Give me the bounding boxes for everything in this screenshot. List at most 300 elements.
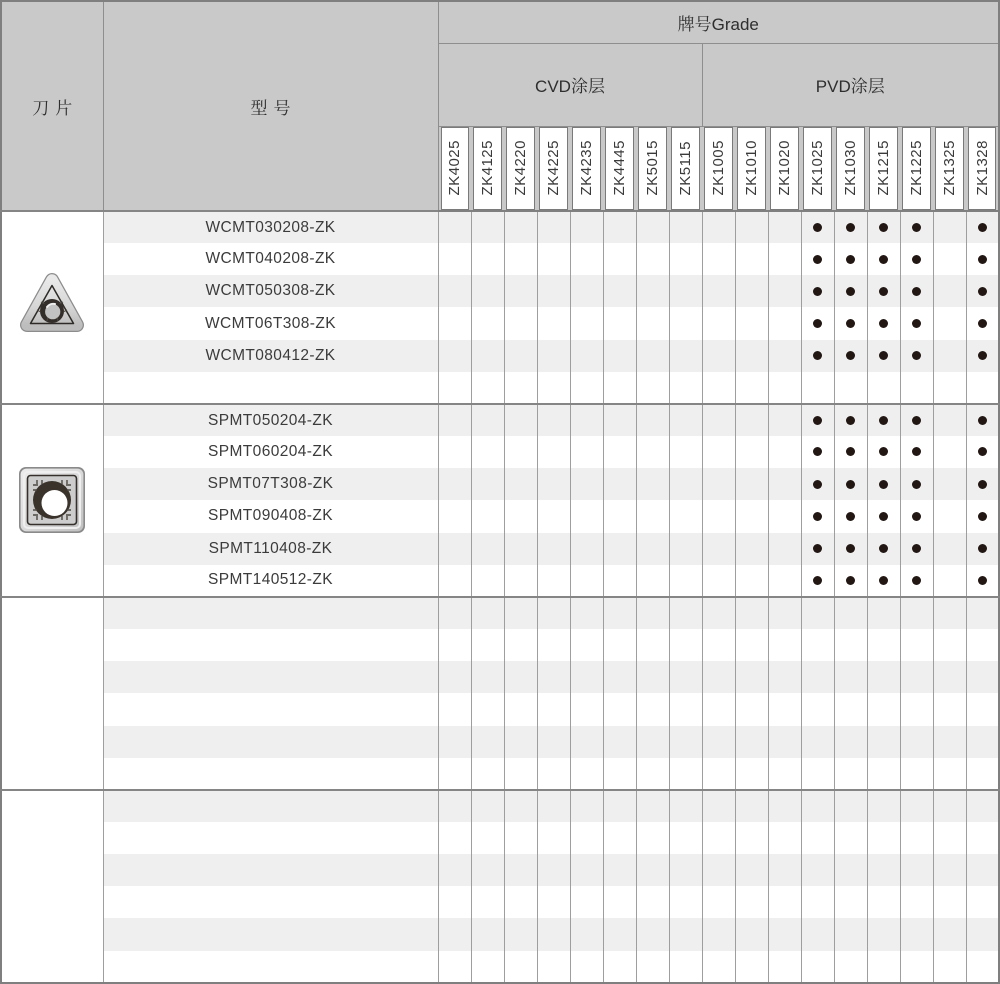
grade-dot	[912, 351, 921, 360]
grade-dot-cell	[636, 275, 669, 307]
grade-dot-cell	[537, 822, 570, 854]
grade-dot-cell	[570, 340, 603, 372]
grade-dot-cell	[801, 565, 834, 597]
grade-dot-cell	[867, 436, 900, 468]
grade-column-header	[471, 126, 504, 211]
grade-dot-cell	[900, 243, 933, 275]
grade-column-header	[603, 126, 636, 211]
grade-dot-cell	[867, 951, 900, 983]
grade-dot-cell	[438, 661, 471, 693]
grade-dot	[813, 416, 822, 425]
grade-dot-cell	[702, 533, 735, 565]
grade-column-header	[702, 126, 735, 211]
grade-dot-cell	[537, 629, 570, 661]
cvd-coating-header: CVD涂层	[438, 43, 702, 126]
grade-dot-cell	[933, 661, 966, 693]
grade-dot-cell	[669, 565, 702, 597]
grade-dot-cell	[867, 340, 900, 372]
grade-dot	[846, 416, 855, 425]
grade-dot-cell	[603, 629, 636, 661]
grade-dot-cell	[735, 436, 768, 468]
grade-dot-cell	[570, 468, 603, 500]
grade-column-header	[933, 126, 966, 211]
grade-dot	[813, 255, 822, 264]
grade-dot-cell	[438, 340, 471, 372]
grade-dot-cell	[966, 629, 999, 661]
grade-dot-cell	[603, 243, 636, 275]
grade-dot-cell	[801, 854, 834, 886]
grade-dot-cell	[537, 597, 570, 629]
grade-dot	[912, 544, 921, 553]
grade-column-label: ZK5115	[677, 141, 694, 196]
grade-dot	[879, 576, 888, 585]
grade-dot-cell	[438, 404, 471, 436]
grade-dot-cell	[768, 951, 801, 983]
grade-dot-cell	[669, 340, 702, 372]
grade-dot-cell	[768, 500, 801, 532]
grade-column-header	[438, 126, 471, 211]
model-cell: SPMT060204-ZK	[103, 436, 438, 468]
square-insert-icon	[13, 461, 91, 539]
grade-dot	[813, 351, 822, 360]
grade-dot-cell	[504, 468, 537, 500]
grade-dot	[912, 480, 921, 489]
grade-dot-cell	[504, 340, 537, 372]
grade-dot-cell	[966, 597, 999, 629]
grade-dot-cell	[471, 726, 504, 758]
grade-dot-cell	[900, 468, 933, 500]
grade-dot-cell	[900, 854, 933, 886]
grade-dot-cell	[504, 243, 537, 275]
grade-dot-cell	[735, 854, 768, 886]
grade-dot	[912, 447, 921, 456]
grade-dot-cell	[504, 565, 537, 597]
grade-dot-cell	[735, 372, 768, 404]
grade-dot-cell	[768, 243, 801, 275]
grade-dot-cell	[867, 822, 900, 854]
grade-dot-cell	[537, 436, 570, 468]
grade-dot-cell	[966, 790, 999, 822]
grade-dot-cell	[669, 758, 702, 790]
grade-dot-cell	[834, 918, 867, 950]
grade-dot-cell	[471, 243, 504, 275]
grade-dot-cell	[669, 661, 702, 693]
table-row	[1, 854, 999, 886]
grade-column-label: ZK5015	[644, 140, 661, 197]
grade-dot-cell	[603, 918, 636, 950]
grade-dot-cell	[438, 307, 471, 339]
grade-dot-cell	[603, 436, 636, 468]
grade-dot-cell	[966, 661, 999, 693]
grade-dot-cell	[504, 758, 537, 790]
grade-dot-cell	[570, 404, 603, 436]
grade-dot-cell	[735, 533, 768, 565]
grade-dot-cell	[933, 243, 966, 275]
grade-dot-cell	[702, 661, 735, 693]
grade-dot-cell	[834, 854, 867, 886]
grade-dot-cell	[537, 693, 570, 725]
grade-dot-cell	[900, 404, 933, 436]
grade-dot-cell	[735, 275, 768, 307]
grade-dot-cell	[768, 533, 801, 565]
grade-dot-cell	[603, 886, 636, 918]
grade-dot-cell	[438, 500, 471, 532]
grade-dot	[813, 223, 822, 232]
grade-dot-cell	[933, 275, 966, 307]
grade-dot-cell	[933, 790, 966, 822]
grade-dot-cell	[636, 436, 669, 468]
grade-dot-cell	[702, 436, 735, 468]
grade-dot-cell	[867, 211, 900, 243]
grade-dot-cell	[603, 404, 636, 436]
grade-dot-cell	[933, 886, 966, 918]
grade-dot-cell	[504, 500, 537, 532]
grade-dot-cell	[438, 275, 471, 307]
grade-dot-cell	[900, 307, 933, 339]
grade-dot-cell	[834, 565, 867, 597]
grade-dot-cell	[438, 758, 471, 790]
grade-dot-cell	[933, 918, 966, 950]
grade-dot-cell	[768, 918, 801, 950]
grade-dot-cell	[702, 500, 735, 532]
grade-dot-cell	[570, 372, 603, 404]
grade-dot-cell	[669, 822, 702, 854]
grade-dot	[912, 576, 921, 585]
grade-column-box	[737, 127, 766, 211]
grade-dot-cell	[801, 822, 834, 854]
grade-dot-cell	[801, 758, 834, 790]
grade-dot	[813, 319, 822, 328]
grade-dot-cell	[834, 533, 867, 565]
grade-dot-cell	[438, 372, 471, 404]
grade-column-header	[801, 126, 834, 211]
grade-dot-cell	[933, 436, 966, 468]
grade-dot-cell	[504, 693, 537, 725]
grade-dot-cell	[603, 468, 636, 500]
model-cell: SPMT140512-ZK	[103, 565, 438, 597]
grade-dot-cell	[537, 726, 570, 758]
grade-dot-cell	[471, 918, 504, 950]
grade-dot-cell	[570, 951, 603, 983]
grade-dot-cell	[702, 243, 735, 275]
grade-dot-cell	[669, 436, 702, 468]
grade-dot	[978, 255, 987, 264]
grade-dot-cell	[636, 372, 669, 404]
grade-dot-cell	[867, 693, 900, 725]
table-row	[1, 565, 999, 597]
grade-dot	[846, 447, 855, 456]
grade-dot-cell	[735, 500, 768, 532]
grade-dot-cell	[537, 275, 570, 307]
grade-column-header	[570, 126, 603, 211]
grade-dot-cell	[504, 436, 537, 468]
grade-dot	[912, 255, 921, 264]
grade-dot-cell	[966, 886, 999, 918]
grade-dot-cell	[702, 597, 735, 629]
model-column-header: 型号	[103, 1, 438, 211]
grade-dot-cell	[801, 533, 834, 565]
grade-dot-cell	[867, 918, 900, 950]
grade-dot-cell	[504, 951, 537, 983]
grade-dot-cell	[537, 307, 570, 339]
grade-dot-cell	[504, 404, 537, 436]
grade-dot-cell	[636, 565, 669, 597]
grade-dot-cell	[834, 822, 867, 854]
grade-dot-cell	[603, 822, 636, 854]
table-row	[1, 275, 999, 307]
model-cell	[103, 854, 438, 886]
grade-dot-cell	[702, 629, 735, 661]
grade-dot-cell	[834, 629, 867, 661]
grade-dot-cell	[471, 340, 504, 372]
grade-dot-cell	[636, 500, 669, 532]
table-body	[1, 211, 999, 983]
grade-dot-cell	[966, 243, 999, 275]
blade-image-cell	[1, 790, 103, 983]
grade-dot-cell	[669, 275, 702, 307]
model-cell: WCMT040208-ZK	[103, 243, 438, 275]
grade-dot-cell	[636, 951, 669, 983]
grade-column-label: ZK4445	[611, 140, 628, 197]
model-cell: SPMT110408-ZK	[103, 533, 438, 565]
grade-dot-cell	[438, 211, 471, 243]
grade-dot-cell	[966, 918, 999, 950]
grade-dot-cell	[636, 693, 669, 725]
grade-dot-cell	[900, 886, 933, 918]
grade-dot-cell	[702, 886, 735, 918]
grade-column-label: ZK1215	[875, 140, 892, 197]
grade-dot-cell	[900, 597, 933, 629]
grade-dot-cell	[900, 790, 933, 822]
grade-dot-cell	[900, 340, 933, 372]
grade-dot	[879, 319, 888, 328]
grade-dot-cell	[603, 597, 636, 629]
grade-dot-cell	[735, 693, 768, 725]
grade-dot-cell	[471, 275, 504, 307]
grade-dot-cell	[966, 468, 999, 500]
model-cell	[103, 758, 438, 790]
grade-dot-cell	[636, 758, 669, 790]
grade-dot-cell	[570, 275, 603, 307]
grade-dot-cell	[537, 565, 570, 597]
grade-dot-cell	[702, 565, 735, 597]
grade-dot-cell	[471, 372, 504, 404]
grade-dot-cell	[867, 533, 900, 565]
grade-column-label: ZK4235	[578, 140, 595, 197]
grade-dot-cell	[834, 886, 867, 918]
grade-dot-cell	[471, 822, 504, 854]
grade-dot-cell	[900, 565, 933, 597]
grade-dot-cell	[966, 307, 999, 339]
grade-dot	[846, 351, 855, 360]
grade-dot-cell	[504, 661, 537, 693]
grade-dot-cell	[438, 565, 471, 597]
grade-dot-cell	[900, 211, 933, 243]
grade-dot-cell	[801, 661, 834, 693]
grade-dot-cell	[504, 533, 537, 565]
grade-dot-cell	[438, 790, 471, 822]
grade-column-box	[869, 127, 898, 211]
table-row	[1, 822, 999, 854]
table-row	[1, 533, 999, 565]
grade-dot-cell	[570, 822, 603, 854]
grade-dot-cell	[768, 854, 801, 886]
grade-dot-cell	[834, 372, 867, 404]
pvd-coating-header: PVD涂层	[702, 43, 999, 126]
table-row	[1, 404, 999, 436]
grade-dot-cell	[438, 436, 471, 468]
grade-dot-cell	[834, 500, 867, 532]
table-row	[1, 886, 999, 918]
grade-dot-cell	[537, 661, 570, 693]
grade-dot-cell	[570, 758, 603, 790]
grade-dot-cell	[537, 340, 570, 372]
grade-dot	[813, 512, 822, 521]
table-row	[1, 436, 999, 468]
grade-dot-cell	[438, 886, 471, 918]
grade-dot-cell	[669, 886, 702, 918]
grade-dot-cell	[603, 307, 636, 339]
grade-dot-cell	[669, 693, 702, 725]
grade-dot-cell	[801, 693, 834, 725]
grade-dot-cell	[636, 918, 669, 950]
grade-dot-cell	[570, 565, 603, 597]
grade-dot	[846, 255, 855, 264]
grade-dot-cell	[735, 404, 768, 436]
grade-dot-cell	[768, 565, 801, 597]
grade-dot-cell	[603, 340, 636, 372]
grade-dot-cell	[801, 918, 834, 950]
grade-dot-cell	[669, 500, 702, 532]
grade-dot-cell	[471, 500, 504, 532]
grade-dot-cell	[933, 372, 966, 404]
grade-dot-cell	[570, 726, 603, 758]
grade-dot	[879, 416, 888, 425]
grade-dot-cell	[570, 500, 603, 532]
grade-dot-cell	[471, 436, 504, 468]
grade-dot-cell	[735, 886, 768, 918]
grade-column-box	[671, 127, 700, 211]
model-cell	[103, 597, 438, 629]
grade-dot-cell	[867, 597, 900, 629]
grade-dot-cell	[867, 661, 900, 693]
grade-dot-cell	[801, 372, 834, 404]
grade-dot-cell	[669, 404, 702, 436]
grade-dot-cell	[801, 597, 834, 629]
grade-dot	[912, 223, 921, 232]
grade-column-header	[900, 126, 933, 211]
table-row	[1, 468, 999, 500]
grade-dot-cell	[702, 951, 735, 983]
grade-dot-cell	[867, 500, 900, 532]
grade-dot-cell	[768, 468, 801, 500]
grade-dot	[912, 287, 921, 296]
grade-dot-cell	[933, 726, 966, 758]
grade-dot-cell	[867, 372, 900, 404]
grade-dot-cell	[702, 340, 735, 372]
grade-column-box	[441, 127, 470, 211]
grade-dot-cell	[834, 790, 867, 822]
grade-dot-cell	[735, 918, 768, 950]
grade-dot-cell	[867, 886, 900, 918]
grade-dot-cell	[702, 790, 735, 822]
grade-dot-cell	[570, 307, 603, 339]
grade-dot-cell	[570, 211, 603, 243]
table-row	[1, 661, 999, 693]
grade-dot-cell	[966, 565, 999, 597]
grade-column-header	[966, 126, 999, 211]
table-row	[1, 726, 999, 758]
grade-dot-cell	[768, 211, 801, 243]
grade-dot-cell	[768, 597, 801, 629]
grade-column-header	[867, 126, 900, 211]
grade-dot	[846, 319, 855, 328]
table-header	[1, 1, 999, 211]
grade-dot-cell	[867, 243, 900, 275]
grade-dot-cell	[966, 372, 999, 404]
grade-dot	[912, 512, 921, 521]
grade-dot-cell	[537, 951, 570, 983]
grade-dot-cell	[471, 661, 504, 693]
grade-dot-cell	[900, 661, 933, 693]
grade-dot-cell	[867, 307, 900, 339]
grade-dot-cell	[966, 822, 999, 854]
grade-column-label: ZK4220	[512, 140, 529, 197]
grade-dot-cell	[966, 951, 999, 983]
grade-dot-cell	[966, 533, 999, 565]
grade-dot-cell	[702, 693, 735, 725]
model-cell	[103, 886, 438, 918]
grade-dot-cell	[636, 854, 669, 886]
grade-dot-cell	[504, 372, 537, 404]
grade-dot-cell	[834, 693, 867, 725]
grade-dot-cell	[570, 533, 603, 565]
grade-dot-cell	[504, 854, 537, 886]
grade-dot	[912, 319, 921, 328]
grade-dot-cell	[702, 372, 735, 404]
grade-dot-cell	[702, 726, 735, 758]
grade-dot-cell	[966, 211, 999, 243]
grade-dot	[813, 576, 822, 585]
grade-column-header	[768, 126, 801, 211]
grade-dot	[813, 447, 822, 456]
grade-dot-cell	[834, 404, 867, 436]
grade-dot-cell	[537, 854, 570, 886]
grade-dot-cell	[801, 951, 834, 983]
grade-dot-cell	[537, 533, 570, 565]
grade-column-label: ZK1325	[941, 140, 958, 197]
grade-dot-cell	[801, 500, 834, 532]
grade-dot-cell	[438, 726, 471, 758]
grade-dot-cell	[438, 533, 471, 565]
model-cell: WCMT030208-ZK	[103, 211, 438, 243]
grade-dot-cell	[603, 790, 636, 822]
grade-dot-cell	[438, 854, 471, 886]
grade-dot-cell	[801, 275, 834, 307]
grade-dot	[879, 351, 888, 360]
grade-dot-cell	[669, 243, 702, 275]
grade-dot-cell	[768, 629, 801, 661]
grade-dot-cell	[669, 951, 702, 983]
table-row	[1, 340, 999, 372]
grade-dot-cell	[537, 758, 570, 790]
grade-dot	[978, 576, 987, 585]
trigon-insert-icon	[14, 266, 90, 348]
grade-column-label: ZK4025	[446, 140, 464, 197]
grade-dot-cell	[702, 275, 735, 307]
grade-column-box	[506, 127, 535, 211]
grade-dot-cell	[834, 951, 867, 983]
